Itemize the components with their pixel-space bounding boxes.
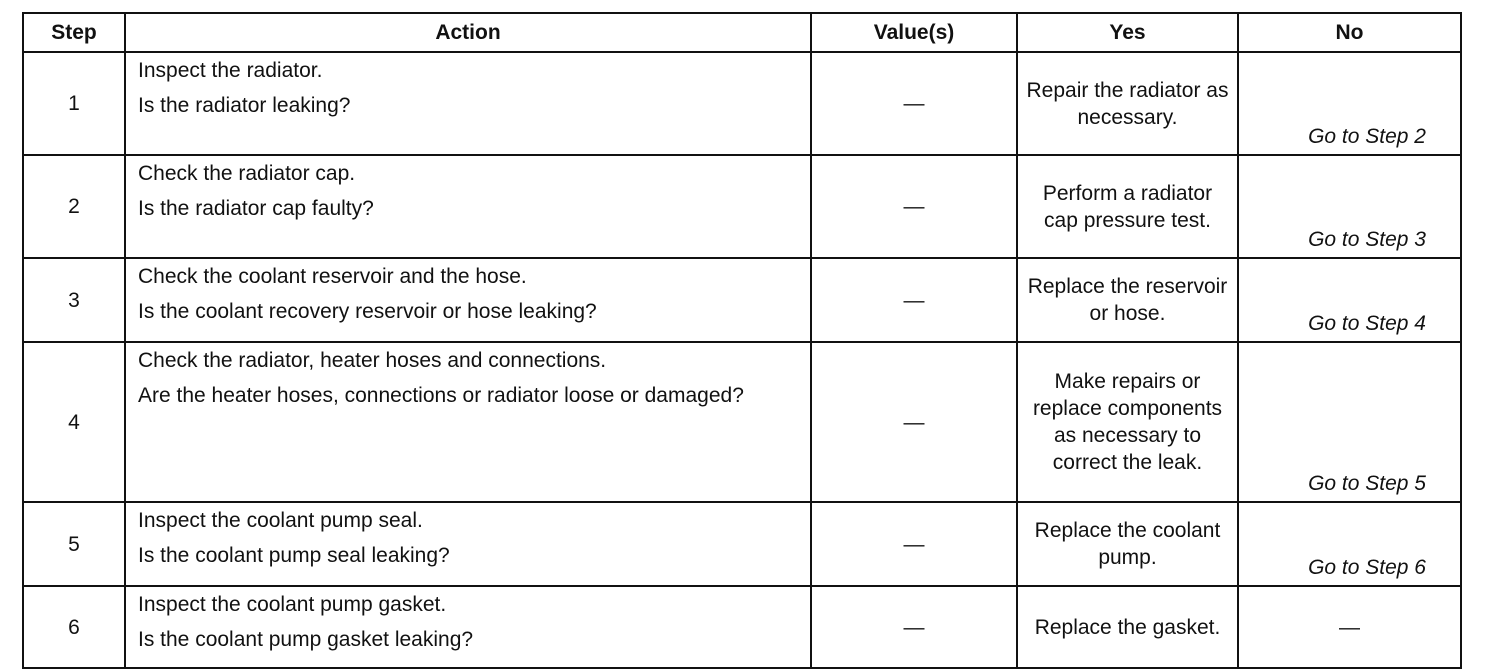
- header-no: No: [1238, 13, 1461, 52]
- table-row: [23, 342, 1461, 502]
- value-cell: —: [811, 502, 1017, 586]
- action-question: Is the coolant recovery reservoir or hose leaking?: [138, 300, 597, 323]
- no-cell: —: [1238, 586, 1461, 668]
- yes-cell: Repair the radiator as necessary.: [1017, 52, 1238, 155]
- no-cell: Go to Step 2: [1238, 52, 1461, 155]
- action-cell: [125, 155, 811, 258]
- table-row: [23, 502, 1461, 586]
- table-row: [23, 586, 1461, 668]
- step-number: 1: [23, 52, 125, 155]
- action-question: Is the radiator cap faulty?: [138, 197, 374, 220]
- action-cell: [125, 342, 811, 502]
- yes-cell: Perform a radiator cap pressure test.: [1017, 155, 1238, 258]
- value-cell: —: [811, 586, 1017, 668]
- table-row: [23, 155, 1461, 258]
- header-action: Action: [125, 13, 811, 52]
- table-row: [23, 52, 1461, 155]
- no-cell: Go to Step 6: [1238, 502, 1461, 586]
- table-row: [23, 258, 1461, 342]
- action-instruction: Inspect the coolant pump seal.: [138, 509, 423, 532]
- header-step: Step: [23, 13, 125, 52]
- action-instruction: Inspect the radiator.: [138, 59, 323, 82]
- value-cell: —: [811, 52, 1017, 155]
- no-cell: Go to Step 4: [1238, 258, 1461, 342]
- action-cell: [125, 258, 811, 342]
- action-instruction: Inspect the coolant pump gasket.: [138, 593, 447, 616]
- action-cell: [125, 502, 811, 586]
- table-header-row: [23, 13, 1461, 52]
- diagnostic-table: [22, 12, 1462, 669]
- no-cell: Go to Step 3: [1238, 155, 1461, 258]
- step-number: 3: [23, 258, 125, 342]
- action-question: Is the coolant pump seal leaking?: [138, 544, 450, 567]
- yes-cell: Make repairs or replace components as necessary to correct the leak.: [1017, 342, 1238, 502]
- yes-cell: Replace the coolant pump.: [1017, 502, 1238, 586]
- yes-cell: Replace the gasket.: [1017, 586, 1238, 668]
- header-yes: Yes: [1017, 13, 1238, 52]
- action-cell: [125, 586, 811, 668]
- action-cell: [125, 52, 811, 155]
- action-instruction: Check the radiator cap.: [138, 162, 356, 185]
- no-cell: Go to Step 5: [1238, 342, 1461, 502]
- step-number: 2: [23, 155, 125, 258]
- value-cell: —: [811, 155, 1017, 258]
- action-question: Are the heater hoses, connections or radiator loose or damaged?: [138, 384, 744, 407]
- step-number: 6: [23, 586, 125, 668]
- action-instruction: Check the coolant reservoir and the hose.: [138, 265, 527, 288]
- header-values: Value(s): [811, 13, 1017, 52]
- action-instruction: Check the radiator, heater hoses and connections.: [138, 349, 607, 372]
- yes-cell: Replace the reservoir or hose.: [1017, 258, 1238, 342]
- step-number: 5: [23, 502, 125, 586]
- action-question: Is the coolant pump gasket leaking?: [138, 628, 474, 651]
- step-number: 4: [23, 342, 125, 502]
- action-question: Is the radiator leaking?: [138, 94, 351, 117]
- value-cell: —: [811, 342, 1017, 502]
- value-cell: —: [811, 258, 1017, 342]
